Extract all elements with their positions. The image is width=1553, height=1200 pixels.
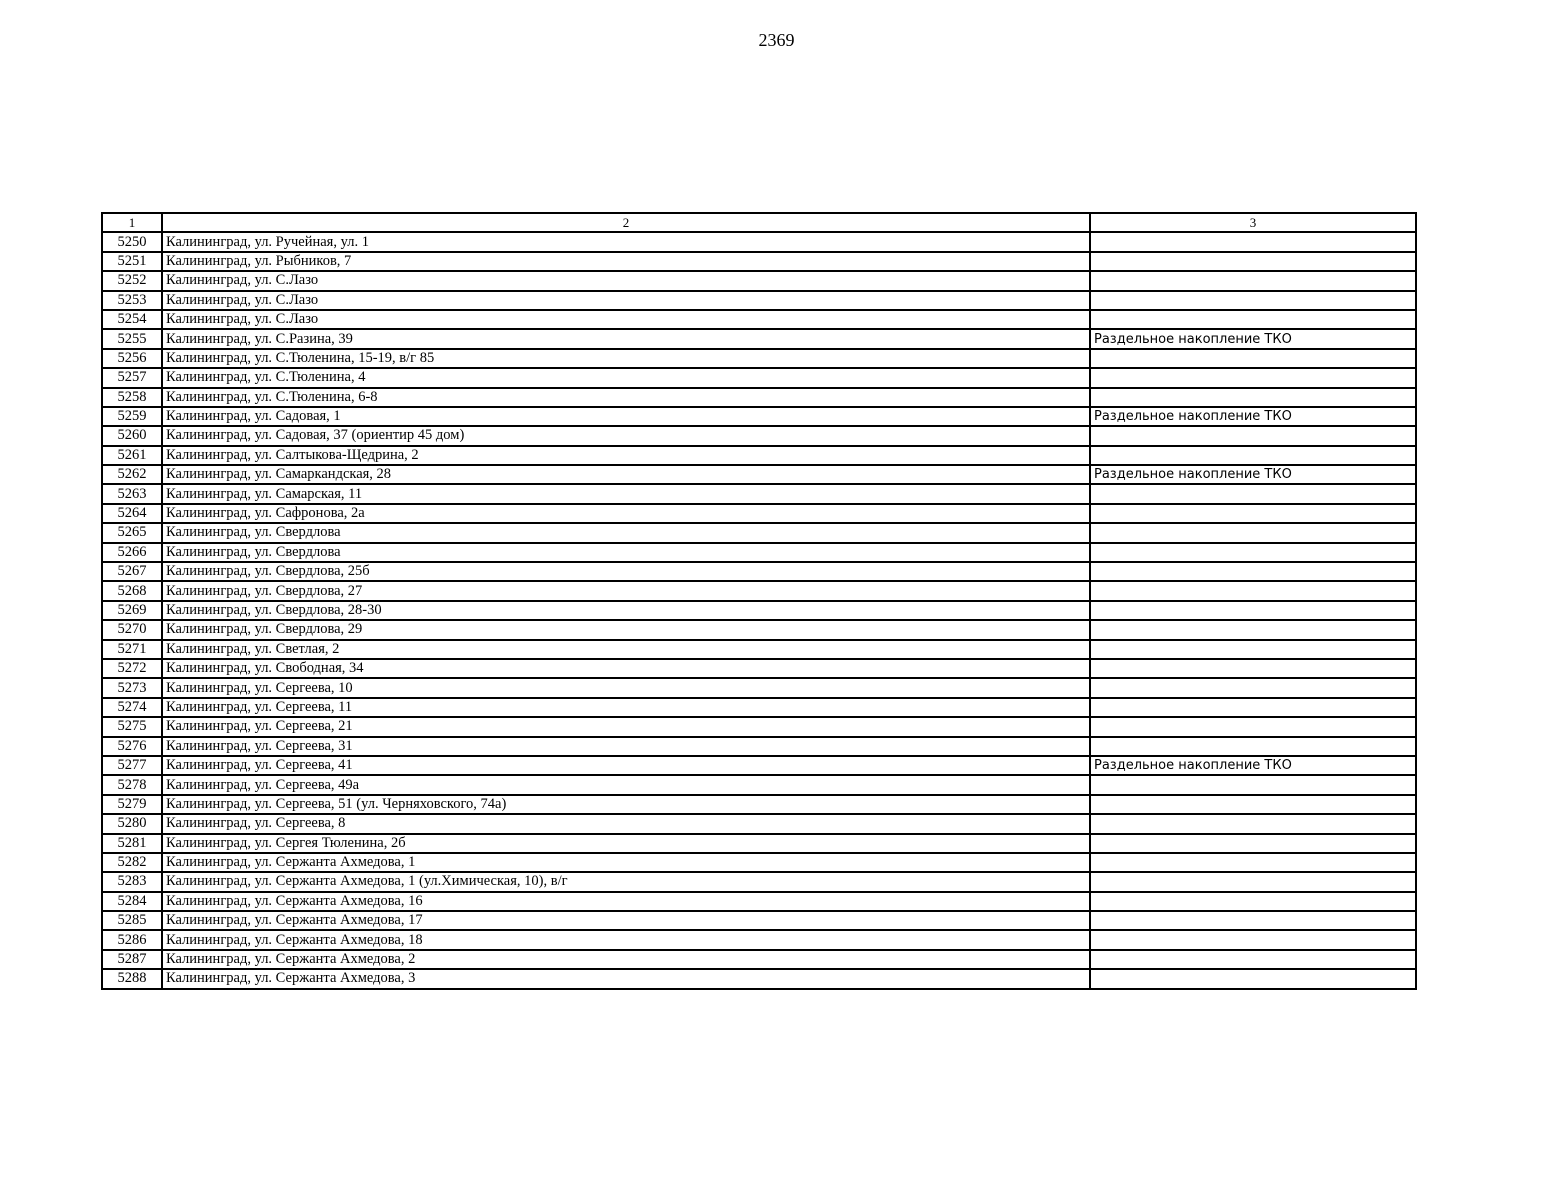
table-body [102,232,1416,988]
table-row [102,775,1416,794]
address-cell: Калининград, ул. Сержанта Ахмедова, 17 [162,911,1090,930]
note-cell [1090,737,1416,756]
table-row [102,310,1416,329]
row-number-cell: 5285 [102,911,162,930]
table-row [102,698,1416,717]
table-row [102,349,1416,368]
row-number-cell: 5254 [102,310,162,329]
note-cell [1090,446,1416,465]
note-cell [1090,795,1416,814]
note-cell: Раздельное накопление ТКО [1090,756,1416,775]
address-cell: Калининград, ул. Сергеева, 11 [162,698,1090,717]
row-number-cell: 5250 [102,232,162,251]
row-number-cell: 5266 [102,543,162,562]
note-cell [1090,562,1416,581]
note-cell [1090,814,1416,833]
address-cell: Калининград, ул. Свободная, 34 [162,659,1090,678]
address-cell: Калининград, ул. С.Тюленина, 4 [162,368,1090,387]
table-row [102,678,1416,697]
header-column-1: 1 [102,213,162,232]
table-row [102,446,1416,465]
header-row [102,213,1416,232]
address-cell: Калининград, ул. Сержанта Ахмедова, 16 [162,892,1090,911]
address-cell: Калининград, ул. С.Тюленина, 6-8 [162,388,1090,407]
table-row [102,795,1416,814]
table-row [102,484,1416,503]
table-row [102,504,1416,523]
table-row [102,814,1416,833]
row-number-cell: 5288 [102,969,162,988]
address-cell: Калининград, ул. Свердлова, 25б [162,562,1090,581]
row-number-cell: 5278 [102,775,162,794]
row-number-cell: 5268 [102,581,162,600]
address-cell: Калининград, ул. Свердлова [162,543,1090,562]
note-cell [1090,698,1416,717]
row-number-cell: 5267 [102,562,162,581]
address-cell: Калининград, ул. С.Лазо [162,310,1090,329]
address-cell: Калининград, ул. Сергеева, 31 [162,737,1090,756]
table-row [102,969,1416,988]
page-number: 2369 [758,30,795,50]
address-cell: Калининград, ул. Сергея Тюленина, 2б [162,834,1090,853]
note-cell [1090,349,1416,368]
table-row [102,562,1416,581]
row-number-cell: 5265 [102,523,162,542]
address-cell: Калининград, ул. Садовая, 37 (ориентир 45 дом) [162,426,1090,445]
table-row [102,853,1416,872]
address-cell: Калининград, ул. Сергеева, 10 [162,678,1090,697]
note-cell [1090,232,1416,251]
row-number-cell: 5253 [102,291,162,310]
note-cell [1090,775,1416,794]
note-cell [1090,543,1416,562]
table-row [102,523,1416,542]
note-cell [1090,388,1416,407]
note-cell [1090,310,1416,329]
note-cell [1090,640,1416,659]
row-number-cell: 5256 [102,349,162,368]
row-number-cell: 5286 [102,930,162,949]
note-cell [1090,853,1416,872]
header-column-2: 2 [162,213,1090,232]
table-row [102,407,1416,426]
note-cell [1090,717,1416,736]
note-cell [1090,368,1416,387]
table-row [102,892,1416,911]
note-cell [1090,892,1416,911]
table-row [102,659,1416,678]
address-cell: Калининград, ул. Сергеева, 49а [162,775,1090,794]
table-row [102,950,1416,969]
table-row [102,252,1416,271]
row-number-cell: 5272 [102,659,162,678]
row-number-cell: 5269 [102,601,162,620]
note-cell [1090,969,1416,988]
address-cell: Калининград, ул. Свердлова, 27 [162,581,1090,600]
table-row [102,834,1416,853]
row-number-cell: 5276 [102,737,162,756]
row-number-cell: 5279 [102,795,162,814]
address-cell: Калининград, ул. Садовая, 1 [162,407,1090,426]
row-number-cell: 5263 [102,484,162,503]
row-number-cell: 5274 [102,698,162,717]
table-row [102,581,1416,600]
address-cell: Калининград, ул. Самаркандская, 28 [162,465,1090,484]
address-cell: Калининград, ул. Светлая, 2 [162,640,1090,659]
address-cell: Калининград, ул. Свердлова [162,523,1090,542]
row-number-cell: 5257 [102,368,162,387]
address-cell: Калининград, ул. Салтыкова-Щедрина, 2 [162,446,1090,465]
row-number-cell: 5287 [102,950,162,969]
row-number-cell: 5271 [102,640,162,659]
address-cell: Калининград, ул. С.Лазо [162,271,1090,290]
note-cell: Раздельное накопление ТКО [1090,407,1416,426]
table-row [102,620,1416,639]
address-cell: Калининград, ул. С.Разина, 39 [162,329,1090,348]
address-cell: Калининград, ул. Сафронова, 2а [162,504,1090,523]
note-cell [1090,872,1416,891]
table-row [102,601,1416,620]
header-column-3: 3 [1090,213,1416,232]
note-cell [1090,291,1416,310]
address-table [101,212,1417,990]
table-row [102,640,1416,659]
table-row [102,465,1416,484]
row-number-cell: 5284 [102,892,162,911]
table-row [102,717,1416,736]
row-number-cell: 5258 [102,388,162,407]
note-cell: Раздельное накопление ТКО [1090,329,1416,348]
address-cell: Калининград, ул. Сергеева, 41 [162,756,1090,775]
row-number-cell: 5281 [102,834,162,853]
address-cell: Калининград, ул. Сержанта Ахмедова, 2 [162,950,1090,969]
address-cell: Калининград, ул. С.Лазо [162,291,1090,310]
table-row [102,911,1416,930]
table-row [102,271,1416,290]
row-number-cell: 5270 [102,620,162,639]
table-row [102,368,1416,387]
row-number-cell: 5273 [102,678,162,697]
note-cell [1090,834,1416,853]
address-cell: Калининград, ул. Сергеева, 51 (ул. Черняховского, 74а) [162,795,1090,814]
table-row [102,930,1416,949]
note-cell [1090,950,1416,969]
address-cell: Калининград, ул. Рыбников, 7 [162,252,1090,271]
row-number-cell: 5259 [102,407,162,426]
row-number-cell: 5280 [102,814,162,833]
note-cell [1090,620,1416,639]
row-number-cell: 5251 [102,252,162,271]
table-row [102,291,1416,310]
address-cell: Калининград, ул. Сергеева, 8 [162,814,1090,833]
row-number-cell: 5283 [102,872,162,891]
row-number-cell: 5282 [102,853,162,872]
address-cell: Калининград, ул. Свердлова, 29 [162,620,1090,639]
note-cell [1090,271,1416,290]
note-cell [1090,426,1416,445]
note-cell [1090,601,1416,620]
address-cell: Калининград, ул. Ручейная, ул. 1 [162,232,1090,251]
note-cell: Раздельное накопление ТКО [1090,465,1416,484]
address-cell: Калининград, ул. Сержанта Ахмедова, 1 (ул.Химическая, 10), в/г [162,872,1090,891]
table-row [102,737,1416,756]
table-row [102,232,1416,251]
table-row [102,426,1416,445]
address-cell: Калининград, ул. Свердлова, 28-30 [162,601,1090,620]
row-number-cell: 5277 [102,756,162,775]
note-cell [1090,252,1416,271]
note-cell [1090,659,1416,678]
note-cell [1090,911,1416,930]
table-header [102,213,1416,232]
table-row [102,388,1416,407]
note-cell [1090,504,1416,523]
table-row [102,329,1416,348]
address-cell: Калининград, ул. Сергеева, 21 [162,717,1090,736]
note-cell [1090,523,1416,542]
address-cell: Калининград, ул. С.Тюленина, 15-19, в/г 85 [162,349,1090,368]
row-number-cell: 5261 [102,446,162,465]
row-number-cell: 5264 [102,504,162,523]
table-row [102,872,1416,891]
note-cell [1090,678,1416,697]
table-row [102,756,1416,775]
row-number-cell: 5252 [102,271,162,290]
row-number-cell: 5275 [102,717,162,736]
address-cell: Калининград, ул. Сержанта Ахмедова, 1 [162,853,1090,872]
address-cell: Калининград, ул. Сержанта Ахмедова, 18 [162,930,1090,949]
note-cell [1090,930,1416,949]
table-row [102,543,1416,562]
row-number-cell: 5260 [102,426,162,445]
row-number-cell: 5255 [102,329,162,348]
note-cell [1090,581,1416,600]
note-cell [1090,484,1416,503]
address-cell: Калининград, ул. Самарская, 11 [162,484,1090,503]
address-cell: Калининград, ул. Сержанта Ахмедова, 3 [162,969,1090,988]
row-number-cell: 5262 [102,465,162,484]
